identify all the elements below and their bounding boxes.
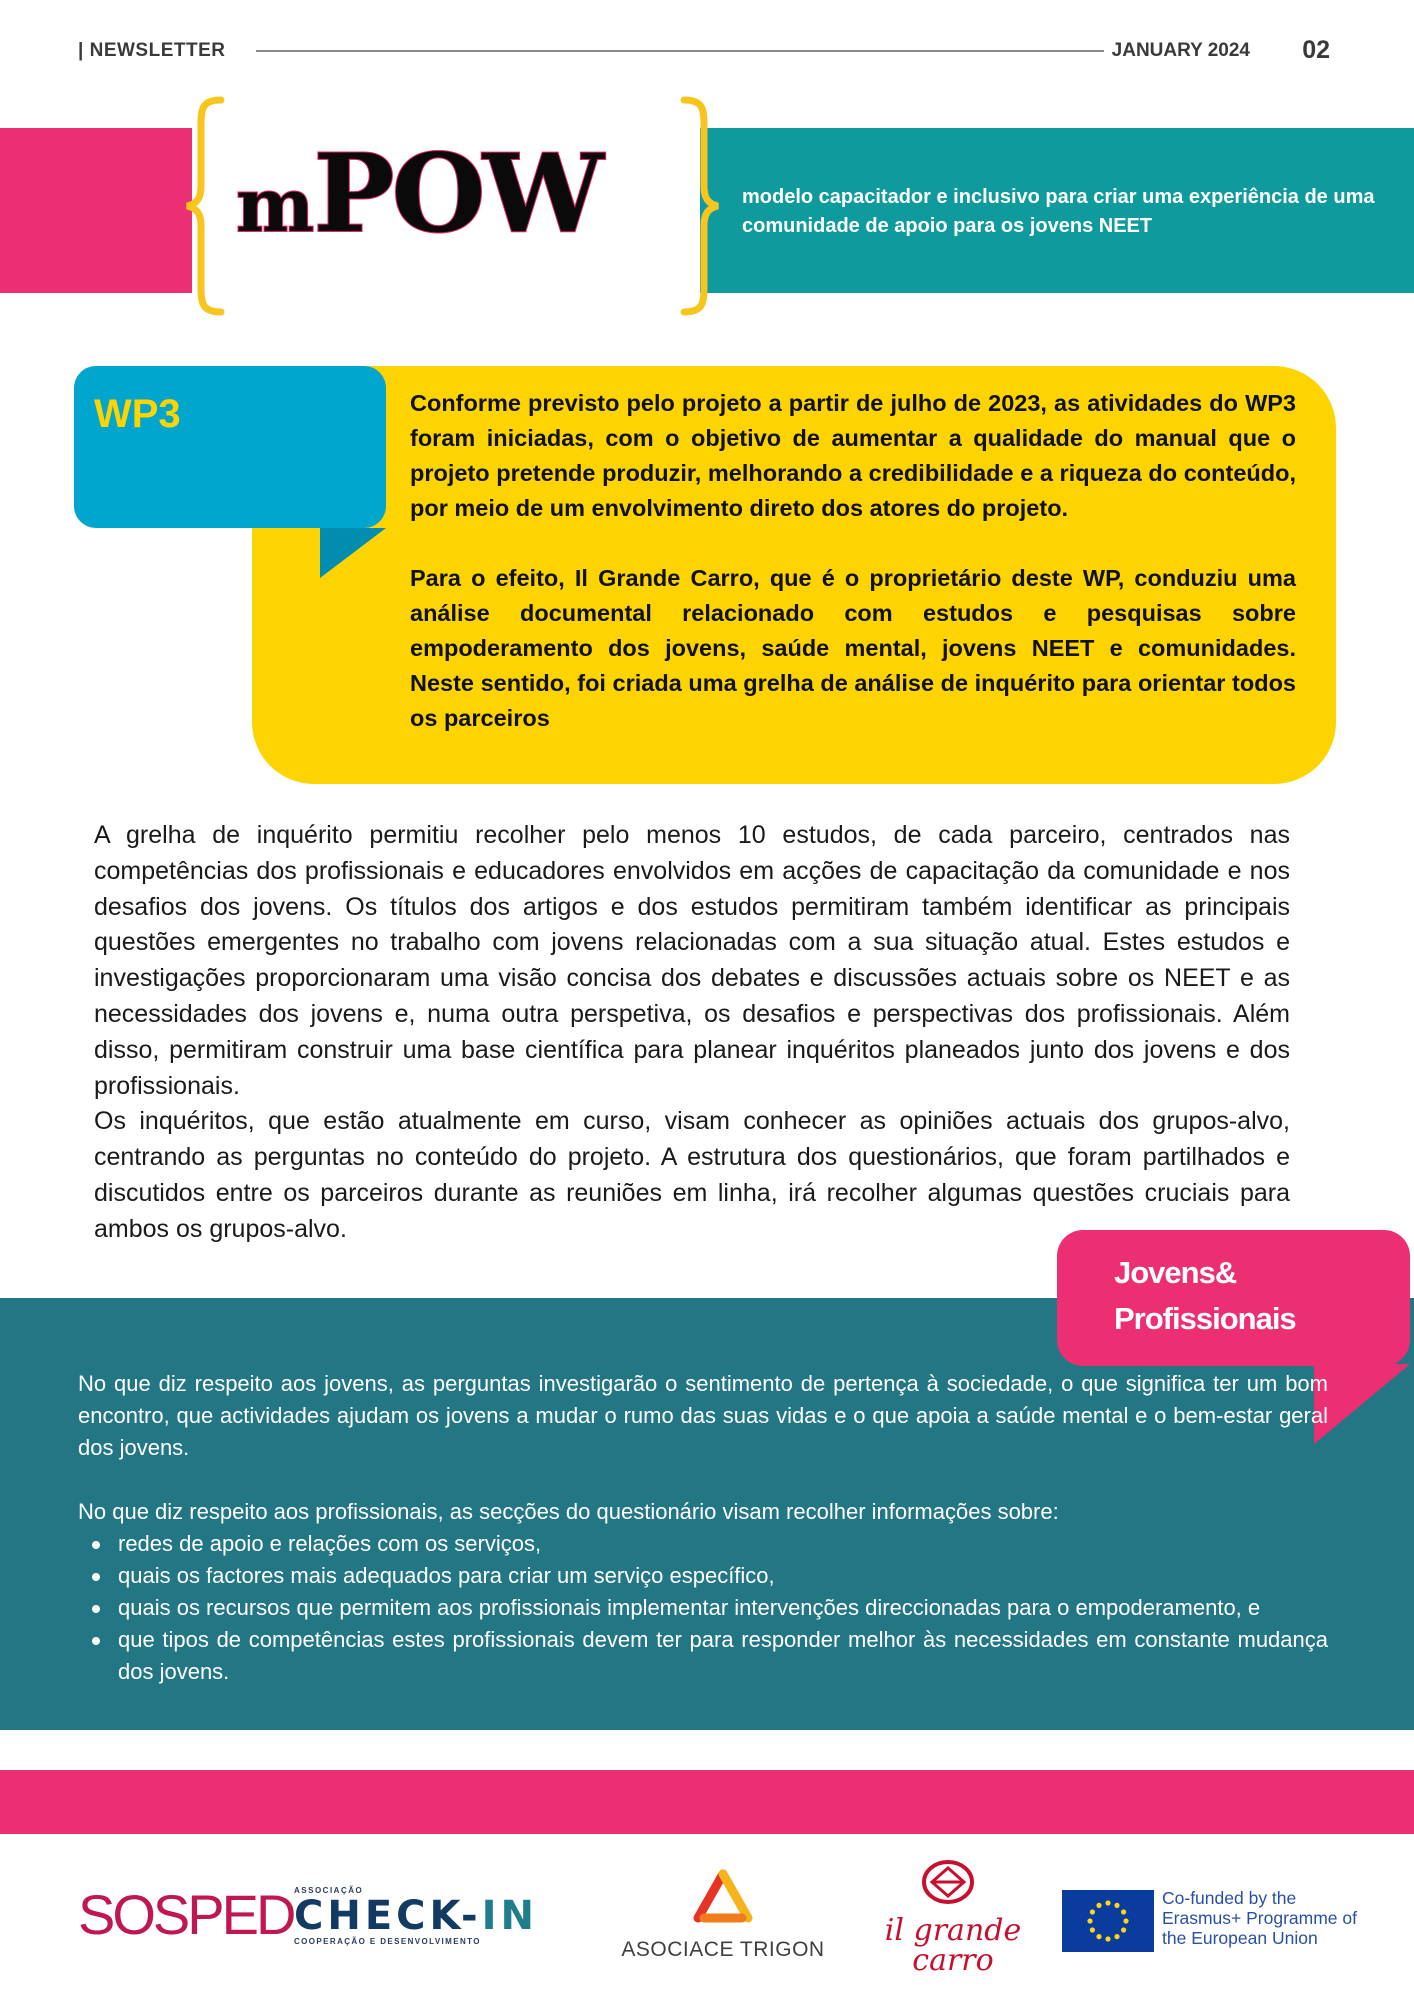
partner-logos [0,1840,1414,2000]
newsletter-header [78,36,1336,66]
trigon-triangle-icon [690,1868,756,1924]
il-grande-carro-logo [872,1858,1022,1978]
wheel-icon [918,1858,978,1908]
grande-carro-line: il grande [884,1913,1022,1948]
checkin-subtitle: COOPERAÇÃO E DESENVOLVIMENTO [294,1937,481,1946]
grande-carro-line: carro [912,1943,994,1978]
tag-line: Profissionais [1114,1301,1296,1336]
trigon-name: ASOCIACE TRIGON [621,1938,825,1961]
eu-flag-icon [1062,1890,1154,1952]
profissionais-paragraph: No que diz respeito aos profissionais, as secções do questionário visam recolher informações sobre: [78,1499,1059,1524]
tag-line: Jovens& [1114,1255,1237,1290]
checkin-word: CHECK- [294,1893,482,1939]
grande-carro-wordmark [878,1913,1028,1978]
list-item: quais os recursos que permitem aos profissionais implementar intervenções direccionadas para o empoderamento, e [78,1592,1328,1624]
wp3-tab-tail [320,528,386,578]
wp3-text [410,386,1296,736]
questionnaire-topics-list [78,1528,1328,1688]
newsletter-label: | NEWSLETTER [78,40,226,61]
mpow-logo [236,131,601,257]
mpow-logo-main: POW [313,131,601,257]
wp3-paragraph: Para o efeito, Il Grande Carro, que é o proprietário deste WP, conduziu uma análise documental relacionado com estudos e pesquisas sobre empoderamento dos jovens, saúde mental, jovens NEET e comunidades. Neste sentido, foi criada uma grelha de análise de inquérito para orientar todos os parceiros [410,565,1296,731]
checkin-wordmark [294,1895,538,1937]
left-brace-icon [183,94,229,318]
wp3-title: WP3 [94,392,181,436]
checkin-assoc-label: ASSOCIAÇÃO [294,1886,364,1895]
eu-cofunded-text: Co-funded by the Erasmus+ Programme of the European Union [1162,1888,1357,1948]
page-number: 02 [1302,36,1330,64]
jovens-tag-tail [1314,1364,1410,1444]
wp3-title-tab [74,366,386,528]
body-paragraph: A grelha de inquérito permitiu recolher pelo menos 10 estudos, de cada parceiro, centrados nas competências dos profissionais e educadores envolvidos em acções de capacitação da comunidade e nos desafios dos jovens. Os títulos dos artigos e dos estudos permitiram também identificar as principais questões emergentes no trabalho com jovens relacionadas com a sua situação atual. Estes estudos e investigações proporcionaram uma visão concisa dos debates e discussões actuais sobre os NEET e as necessidades dos jovens e, numa outra perspetiva, os desafios e perspectivas dos profissionais. Além disso, permitiram construir uma base científica para planear inquéritos planeados junto dos jovens e dos profissionais. [94,821,1290,1100]
mpow-logo-prefix: m [236,163,314,249]
jovens-paragraph: No que diz respeito aos jovens, as perguntas investigarão o sentimento de pertença à sociedade, o que significa ter um bom encontro, que actividades ajudam os jovens a mudar o rumo das suas vidas e o que apoia a saúde mental e o bem-estar geral dos jovens. [78,1371,1328,1460]
list-item: quais os factores mais adequados para criar um serviço específico, [78,1560,1328,1592]
jovens-section-text [78,1368,1328,1688]
list-item: redes de apoio e relações com os serviços, [78,1528,1328,1560]
banner-tagline: modelo capacitador e inclusivo para criar uma experiência de uma comunidade de apoio para os jovens NEET [742,186,1375,237]
issue-date: JANUARY 2024 [1111,40,1250,61]
body-text [94,818,1290,1248]
wp3-paragraph: Conforme previsto pelo projeto a partir de julho de 2023, as atividades do WP3 foram iniciadas, com o objetivo de aumentar a qualidade do manual que o projeto pretende produzir, melhorando a credibilidade e a riqueza do conteúdo, por meio de um envolvimento direto dos atores do projeto. [410,390,1296,521]
header-divider [256,50,1104,52]
jovens-profissionais-label [1114,1250,1296,1342]
right-brace-icon [676,94,722,318]
checkin-logo [294,1886,538,1946]
body-paragraph: Os inquéritos, que estão atualmente em curso, visam conhecer as opiniões actuais dos grupos-alvo, centrando as perguntas no conteúdo do projeto. A estrutura dos questionários, que foram partilhados e discutidos entre os parceiros durante as reuniões em linha, irá recolher algumas questões cruciais para ambos os grupos-alvo. [94,1107,1290,1243]
checkin-in: IN [481,1893,538,1939]
list-item: que tipos de competências estes profissionais devem ter para responder melhor às necessidades em constante mudança dos jovens. [78,1624,1328,1688]
footer-pink-bar [0,1770,1414,1834]
sosped-logo: SOSPED [78,1883,294,1946]
trigon-logo [618,1868,828,1962]
banner-pink-block [0,128,192,293]
